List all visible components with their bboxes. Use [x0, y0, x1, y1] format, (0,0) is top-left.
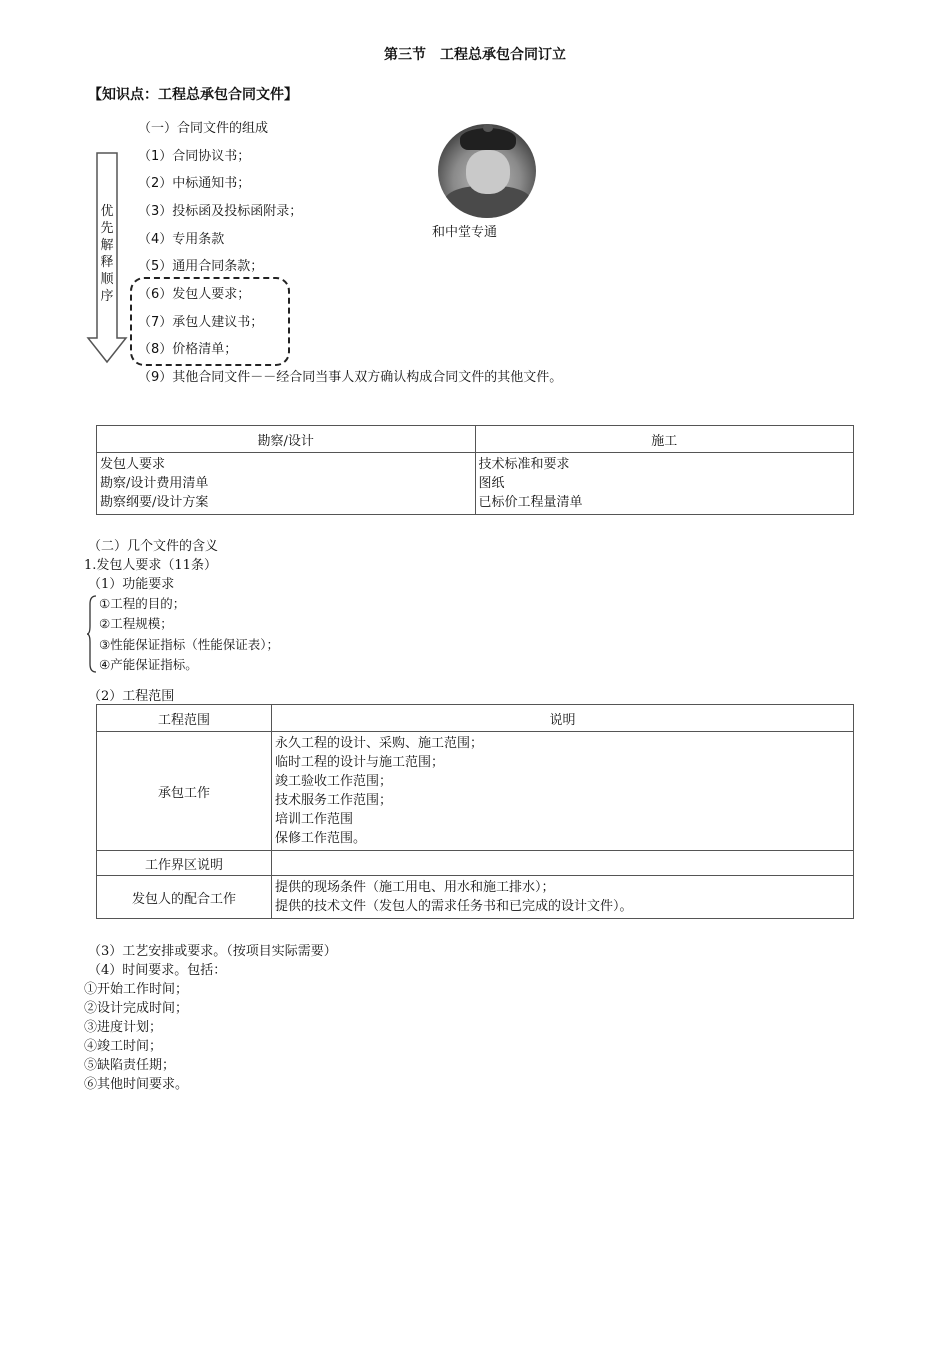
table-cell: 工作界区说明 [97, 851, 272, 876]
sub-heading: （2）工程范围 [88, 689, 175, 704]
composition-item: （9）其他合同文件－－经合同当事人双方确认构成合同文件的其他文件。 [138, 370, 563, 385]
table-cell [475, 453, 854, 515]
table-header: 施工 [475, 426, 854, 453]
function-item: ③性能保证指标（性能保证表）； [99, 637, 279, 652]
cell-line: 提供的技术文件（发包人的需求任务书和已完成的设计文件）。 [275, 899, 633, 914]
cell-line: 勘察/设计费用清单 [100, 476, 209, 491]
composition-item: （3）投标函及投标函附录； [138, 204, 303, 219]
time-item: ④竣工时间； [84, 1039, 163, 1054]
page-title: 第三节 工程总承包合同订立 [384, 47, 566, 63]
function-item: ②工程规模； [99, 616, 173, 631]
composition-item: （4）专用条款 [138, 232, 225, 247]
cell-line: 永久工程的设计、采购、施工范围； [275, 736, 484, 751]
time-item: ②设计完成时间； [84, 1001, 189, 1016]
composition-item: （2）中标通知书； [138, 176, 251, 191]
table-cell [272, 732, 854, 851]
composition-heading: （一）合同文件的组成 [138, 121, 269, 136]
table-cell [272, 851, 854, 876]
table-header: 说明 [272, 705, 854, 732]
sub-heading: （3）工艺安排或要求。（按项目实际需要） [88, 944, 337, 959]
table-header: 工程范围 [97, 705, 272, 732]
composition-item: （5）通用合同条款； [138, 259, 264, 274]
cell-line: 提供的现场条件（施工用电、用水和施工排水）； [275, 880, 555, 895]
table-cell [272, 876, 854, 919]
composition-item: （7）承包人建议书； [138, 315, 264, 330]
cell-line: 临时工程的设计与施工范围； [275, 755, 445, 770]
avatar [438, 124, 536, 218]
table-cell [97, 453, 476, 515]
function-item: ①工程的目的； [99, 596, 186, 611]
highlight-box [130, 277, 290, 366]
time-item: ⑥其他时间要求。 [84, 1077, 189, 1092]
section-heading: （二）几个文件的含义 [88, 539, 219, 554]
cell-line: 发包人要求 [100, 457, 166, 472]
time-item: ⑤缺陷责任期； [84, 1058, 176, 1073]
composition-item: （1）合同协议书； [138, 149, 251, 164]
sub-heading: （4）时间要求。包括： [88, 963, 227, 978]
cell-line: 保修工作范围。 [275, 831, 367, 846]
avatar-caption: 和中堂专通 [432, 225, 498, 240]
composition-item: （8）价格清单； [138, 342, 238, 357]
time-item: ①开始工作时间； [84, 982, 189, 997]
table-cell: 发包人的配合工作 [97, 876, 272, 919]
cell-line: 勘察纲要/设计方案 [100, 495, 209, 510]
function-item: ④产能保证指标。 [99, 657, 198, 672]
scope-table [96, 704, 854, 919]
cell-line: 培训工作范围 [275, 812, 354, 827]
priority-label: 优先解释顺序 [100, 204, 114, 304]
knowledge-point-heading: 【知识点：工程总承包合同文件】 [88, 87, 298, 103]
sub-heading: （1）功能要求 [88, 577, 175, 592]
time-item: ③进度计划； [84, 1020, 163, 1035]
table-cell: 承包工作 [97, 732, 272, 851]
composition-item: （6）发包人要求； [138, 287, 251, 302]
cell-line: 技术标准和要求 [478, 457, 570, 472]
cell-line: 图纸 [478, 476, 505, 491]
contract-docs-table [96, 425, 854, 515]
brace-icon [86, 594, 98, 674]
cell-line: 竣工验收工作范围； [275, 774, 393, 789]
table-header: 勘察/设计 [97, 426, 476, 453]
cell-line: 已标价工程量清单 [478, 495, 583, 510]
cell-line: 技术服务工作范围； [275, 793, 393, 808]
sub-heading: 1.发包人要求（11条） [84, 558, 217, 573]
